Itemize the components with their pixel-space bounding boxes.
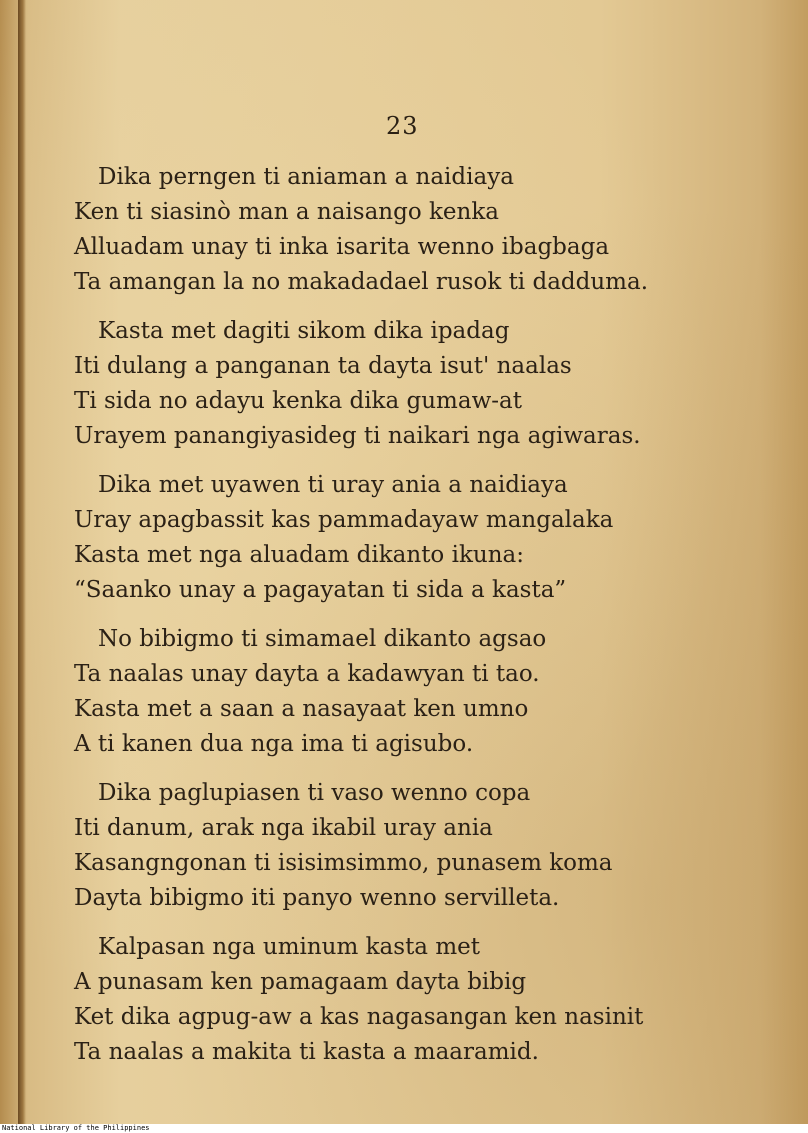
poem-line: Kalpasan nga uminum kasta met <box>98 934 480 960</box>
poem-line: Iti dulang a panganan ta dayta isut' naalas <box>74 353 572 379</box>
poem-line: Dika paglupiasen ti vaso wenno copa <box>98 780 531 806</box>
poem-line: A ti kanen dua nga ima ti agisubo. <box>74 731 474 757</box>
poem-line: Kasta met a saan a nasayaat ken umno <box>74 696 529 722</box>
page-number: 23 <box>386 112 419 140</box>
stanza-1 <box>60 160 780 300</box>
poem-line: Ta naalas unay dayta a kadawyan ti tao. <box>74 661 540 687</box>
poem-line: Urayem panangiyasideg ti naikari nga agiwaras. <box>74 423 641 449</box>
footer-bar <box>0 1124 808 1133</box>
stanza-2 <box>60 314 780 454</box>
poem-line: Alluadam unay ti inka isarita wenno ibagbaga <box>74 234 610 260</box>
stanza-5 <box>60 776 780 916</box>
poem-line: Ken ti siasinò man a naisango kenka <box>74 199 499 225</box>
poem-line: Ta naalas a makita ti kasta a maaramid. <box>74 1039 539 1065</box>
poem-line: Kasta met nga aluadam dikanto ikuna: <box>74 542 524 568</box>
stanza-3 <box>60 468 780 608</box>
stanza-6 <box>60 930 780 1070</box>
poem-line: No bibigmo ti simamael dikanto agsao <box>98 626 547 652</box>
book-spine-edge <box>18 0 26 1124</box>
poem-line: Dika perngen ti aniaman a naidiaya <box>98 164 514 190</box>
poem-line: Ket dika agpug-aw a kas nagasangan ken nasinit <box>74 1004 644 1030</box>
stanza-4 <box>60 622 780 762</box>
poem-line: Iti danum, arak nga ikabil uray ania <box>74 815 493 841</box>
poem-line: A punasam ken pamagaam dayta bibig <box>74 969 527 995</box>
poem-line: Kasangngonan ti isisimsimmo, punasem koma <box>74 850 613 876</box>
poem-line: Uray apagbassit kas pammadayaw mangalaka <box>74 507 614 533</box>
poem-line: Dayta bibigmo iti panyo wenno servilleta. <box>74 885 560 911</box>
poem-line: Ta amangan la no makadadael rusok ti dadduma. <box>74 269 649 295</box>
poem-line: Kasta met dagiti sikom dika ipadag <box>98 318 510 344</box>
poem-line: “Saanko unay a pagayatan ti sida a kasta” <box>74 577 567 603</box>
poem-body <box>60 160 780 1084</box>
poem-line: Ti sida no adayu kenka dika gumaw-at <box>74 388 522 414</box>
poem-line: Dika met uyawen ti uray ania a naidiaya <box>98 472 568 498</box>
library-credit: National Library of the Philippines <box>2 1124 150 1132</box>
